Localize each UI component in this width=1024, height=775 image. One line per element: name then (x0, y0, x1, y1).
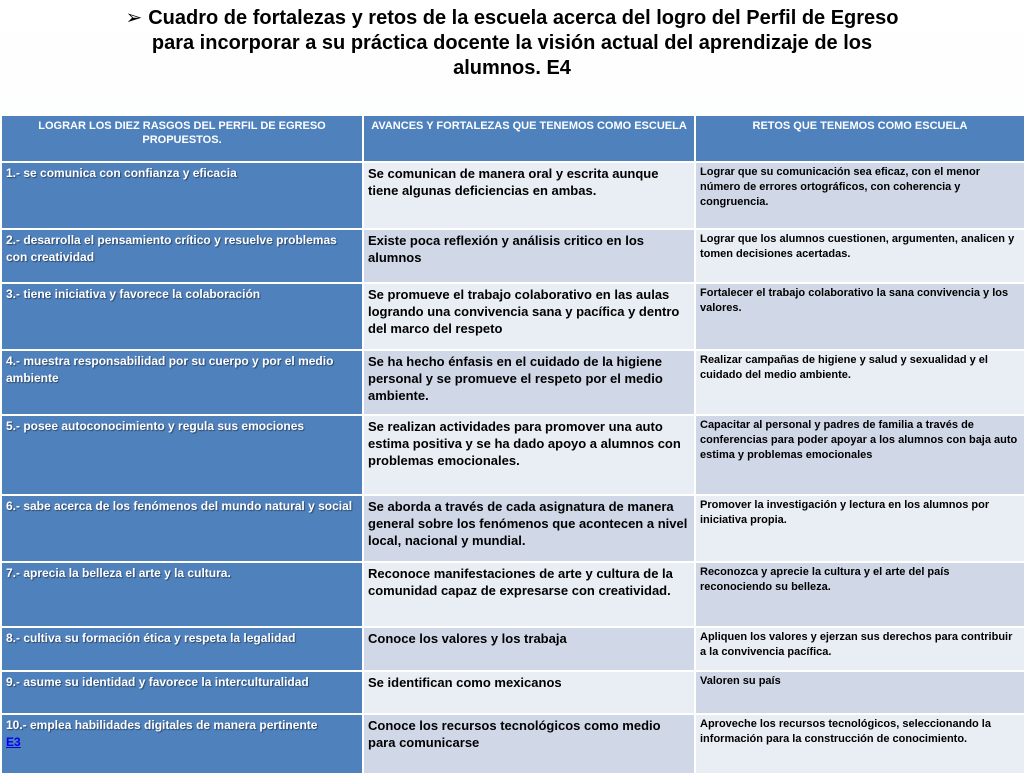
header-rasgos: LOGRAR LOS DIEZ RASGOS DEL PERFIL DE EGRESO PROPUESTOS. (1, 115, 363, 162)
avance-cell: Conoce los valores y los trabaja (363, 627, 695, 671)
avance-cell: Se promueve el trabajo colaborativo en las aulas logrando una convivencia sana y pacífica y dentro del marco del respeto (363, 283, 695, 350)
title-line-3: alumnos. E4 (453, 57, 571, 79)
rasgo-cell: 9.- asume su identidad y favorece la interculturalidad (1, 671, 363, 714)
table-row (1, 627, 1024, 671)
reto-cell: Promover la investigación y lectura en los alumnos por iniciativa propia. (695, 495, 1024, 562)
avance-cell: Conoce los recursos tecnológicos como medio para comunicarse (363, 714, 695, 774)
rasgo-text: 10.- emplea habilidades digitales de manera pertinente (6, 718, 318, 732)
avance-cell: Reconoce manifestaciones de arte y cultura de la comunidad capaz de expresarse con creatividad. (363, 562, 695, 627)
avance-cell: Se realizan actividades para promover una auto estima positiva y se ha dado apoyo a alumnos con problemas emocionales. (363, 415, 695, 495)
rasgo-cell: 1.- se comunica con confianza y eficacia (1, 162, 363, 229)
reto-cell: Fortalecer el trabajo colaborativo la sana convivencia y los valores. (695, 283, 1024, 350)
reto-cell: Aproveche los recursos tecnológicos, seleccionando la información para la construcción de conocimiento. (695, 714, 1024, 774)
table-row (1, 229, 1024, 283)
table-row (1, 350, 1024, 415)
rasgo-cell: 3.- tiene iniciativa y favorece la colaboración (1, 283, 363, 350)
profile-table (0, 114, 1024, 775)
reto-cell: Valoren su país (695, 671, 1024, 714)
avance-cell: Se aborda a través de cada asignatura de manera general sobre los fenómenos que acontecen a nivel local, nacional y mundial. (363, 495, 695, 562)
rasgo-cell: 2.- desarrolla el pensamiento crítico y resuelve problemas con creatividad (1, 229, 363, 283)
e3-link[interactable]: E3 (6, 735, 21, 749)
reto-cell: Capacitar al personal y padres de familia a través de conferencias para poder apoyar a los alumnos con baja auto estima y problemas emocionales (695, 415, 1024, 495)
title-line-2: para incorporar a su práctica docente la visión actual del aprendizaje de los (151, 32, 873, 54)
reto-cell: Apliquen los valores y ejerzan sus derechos para contribuir a la convivencia pacífica. (695, 627, 1024, 671)
avance-cell: Se identifican como mexicanos (363, 671, 695, 714)
header-retos: RETOS QUE TENEMOS COMO ESCUELA (695, 115, 1024, 162)
table-row (1, 415, 1024, 495)
rasgo-cell: 7.- aprecia la belleza el arte y la cultura. (1, 562, 363, 627)
reto-cell: Realizar campañas de higiene y salud y sexualidad y el cuidado del medio ambiente. (695, 350, 1024, 415)
avance-cell: Existe poca reflexión y análisis critico en los alumnos (363, 229, 695, 283)
avance-cell: Se comunican de manera oral y escrita aunque tiene algunas deficiencias en ambas. (363, 162, 695, 229)
page-title (0, 6, 1024, 81)
rasgo-cell: 5.- posee autoconocimiento y regula sus emociones (1, 415, 363, 495)
table-row (1, 562, 1024, 627)
rasgo-cell: 6.- sabe acerca de los fenómenos del mundo natural y social (1, 495, 363, 562)
rasgo-cell: 8.- cultiva su formación ética y respeta la legalidad (1, 627, 363, 671)
table-row (1, 283, 1024, 350)
reto-cell: Lograr que los alumnos cuestionen, argumenten, analicen y tomen decisiones acertadas. (695, 229, 1024, 283)
arrow-bullet-icon: ➢ (125, 7, 143, 29)
header-row (1, 115, 1024, 162)
reto-cell: Reconozca y aprecie la cultura y el arte del país reconociendo su belleza. (695, 562, 1024, 627)
avance-cell: Se ha hecho énfasis en el cuidado de la higiene personal y se promueve el respeto por el medio ambiente. (363, 350, 695, 415)
rasgo-cell (1, 714, 363, 774)
table-row (1, 671, 1024, 714)
table-row (1, 714, 1024, 774)
rasgo-cell: 4.- muestra responsabilidad por su cuerpo y por el medio ambiente (1, 350, 363, 415)
header-avances: AVANCES Y FORTALEZAS QUE TENEMOS COMO ESCUELA (363, 115, 695, 162)
table-row (1, 495, 1024, 562)
title-line-1: Cuadro de fortalezas y retos de la escuela acerca del logro del Perfil de Egreso (148, 7, 899, 29)
reto-cell: Lograr que su comunicación sea eficaz, con el menor número de errores ortográficos, con coherencia y congruencia. (695, 162, 1024, 229)
table-row (1, 162, 1024, 229)
